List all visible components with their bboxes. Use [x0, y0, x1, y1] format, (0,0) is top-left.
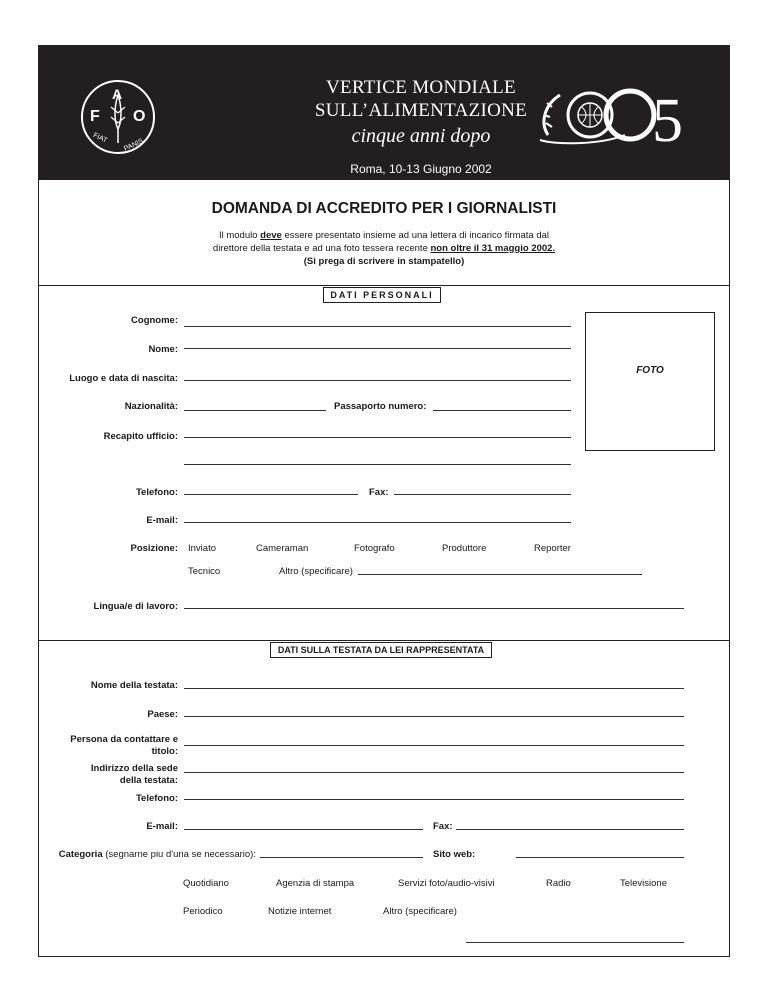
category-option-notizie-internet[interactable]: Notizie internet — [268, 906, 332, 917]
position-option-produttore[interactable]: Produttore — [442, 543, 487, 554]
fao-logo-letter-f: F — [90, 108, 100, 125]
email-testata-field[interactable] — [184, 829, 423, 830]
label-categoria: Categoria (segnarne piu d'una se necessario): — [58, 849, 256, 860]
section-divider-outlet — [38, 640, 730, 641]
label-email-testata: E-mail: — [146, 821, 178, 832]
recapito-ufficio-field-2[interactable] — [184, 464, 571, 465]
sito-web-field[interactable] — [516, 857, 684, 858]
category-option-radio[interactable]: Radio — [546, 878, 571, 889]
label-telefono: Telefono: — [135, 487, 178, 498]
nome-field[interactable] — [184, 348, 571, 349]
telefono-field[interactable] — [184, 494, 358, 495]
cognome-field[interactable] — [184, 326, 571, 327]
form-title: DOMANDA DI ACCREDITO PER I GIORNALISTI — [211, 200, 557, 217]
label-nome: Nome: — [148, 344, 178, 355]
fao-logo-letter-a: A — [112, 86, 123, 102]
label-lingua: Lingua/e di lavoro: — [93, 601, 178, 612]
header-venue-date: Roma, 10-13 Giugno 2002 — [350, 162, 492, 176]
label-email: E-mail: — [146, 515, 178, 526]
photo-label: FOTO — [636, 365, 664, 376]
label-paese: Paese: — [147, 709, 178, 720]
category-option-quotidiano[interactable]: Quotidiano — [183, 878, 229, 889]
label-indirizzo-sede: Indirizzo della sede della testata: — [90, 763, 178, 786]
nome-testata-field[interactable] — [184, 688, 684, 689]
telefono-testata-field[interactable] — [184, 799, 684, 800]
fao-logo-letter-o: O — [133, 108, 146, 125]
label-fax: Fax: — [369, 487, 389, 498]
label-telefono-testata: Telefono: — [135, 793, 178, 804]
label-recapito-ufficio: Recapito ufficio: — [103, 431, 178, 442]
passaporto-field[interactable] — [433, 410, 571, 411]
category-option-agenzia-stampa[interactable]: Agenzia di stampa — [276, 878, 355, 889]
position-option-altro[interactable]: Altro (specificare) — [279, 566, 353, 577]
position-altro-field[interactable] — [358, 574, 642, 575]
fax-testata-field[interactable] — [456, 829, 684, 830]
position-option-reporter[interactable]: Reporter — [534, 543, 571, 554]
position-option-inviato[interactable]: Inviato — [188, 543, 216, 554]
label-posizione: Posizione: — [130, 543, 178, 554]
indirizzo-sede-field[interactable] — [184, 772, 684, 773]
header-title-line2: SULL’ALIMENTAZIONE — [314, 100, 528, 121]
email-field[interactable] — [184, 522, 571, 523]
label-nazionalita: Nazionalità: — [124, 401, 178, 412]
form-frame — [38, 45, 730, 957]
label-sito-web: Sito web: — [433, 849, 476, 860]
category-option-periodico[interactable]: Periodico — [183, 906, 223, 917]
section-title-personal: DATI PERSONALI — [323, 287, 441, 303]
label-cognome: Cognome: — [131, 315, 178, 326]
category-option-servizi-foto[interactable]: Servizi foto/audio-visivi — [398, 878, 495, 889]
section-divider-personal — [38, 285, 730, 286]
paese-field[interactable] — [184, 716, 684, 717]
lingua-field[interactable] — [184, 608, 684, 609]
section-title-outlet: DATI SULLA TESTATA DA LEI RAPPRESENTATA — [270, 642, 492, 658]
svg-text:FIAT: FIAT — [91, 131, 109, 145]
header-title-line1: VERTICE MONDIALE — [326, 77, 516, 98]
fax-field[interactable] — [394, 494, 571, 495]
categoria-field[interactable] — [260, 857, 423, 858]
label-fax-testata: Fax: — [433, 821, 453, 832]
position-option-tecnico[interactable]: Tecnico — [188, 566, 221, 577]
persona-contatto-field[interactable] — [184, 745, 684, 746]
intro-line-2: direttore della testata e ad una foto tessera recente non oltre il 31 maggio 2002. — [212, 243, 556, 254]
intro-emphasis-deadline: non oltre il 31 maggio 2002. — [430, 243, 556, 254]
label-passaporto: Passaporto numero: — [334, 401, 427, 412]
intro-emphasis-deve: deve — [260, 230, 282, 241]
luogo-data-nascita-field[interactable] — [184, 380, 571, 381]
category-altro-field[interactable] — [466, 942, 684, 943]
category-option-televisione[interactable]: Televisione — [620, 878, 667, 889]
intro-line-1: Il modulo deve essere presentato insieme ad una lettera di incarico firmata dal — [218, 230, 550, 241]
recapito-ufficio-field[interactable] — [184, 437, 571, 438]
category-option-altro[interactable]: Altro (specificare) — [383, 906, 457, 917]
position-option-fotografo[interactable]: Fotografo — [354, 543, 395, 554]
summit-five-numeral: 5 — [652, 87, 683, 155]
header-subtitle: cinque anni dopo — [351, 125, 491, 147]
nazionalita-field[interactable] — [184, 410, 326, 411]
intro-line-3: (Si prega di scrivere in stampatello) — [303, 256, 465, 267]
position-option-cameraman[interactable]: Cameraman — [256, 543, 309, 554]
label-luogo-data-nascita: Luogo e data di nascita: — [69, 373, 178, 384]
label-nome-testata: Nome della testata: — [90, 680, 178, 691]
svg-text:PANIS: PANIS — [122, 137, 145, 153]
label-persona-contatto: Persona da contattare e titolo: — [70, 734, 178, 757]
photo-box[interactable] — [585, 312, 715, 451]
